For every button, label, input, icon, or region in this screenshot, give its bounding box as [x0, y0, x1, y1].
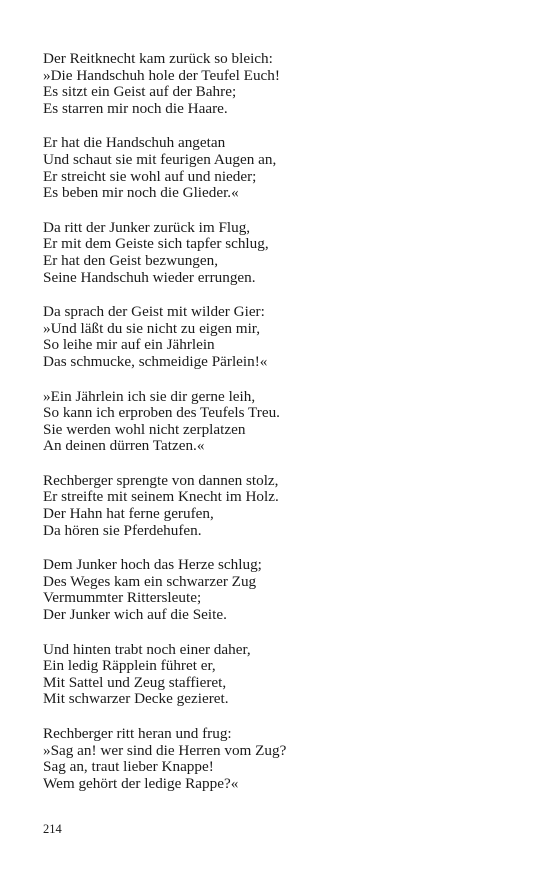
stanza — [43, 642, 523, 708]
verse-line: Rechberger sprengte von dannen stolz, — [43, 471, 279, 489]
verse-line: Es starren mir noch die Haare. — [43, 99, 228, 117]
verse-line: Es beben mir noch die Glieder.« — [43, 184, 239, 202]
verse-line: Und hinten trabt noch einer daher, — [43, 640, 251, 658]
verse-line: »Sag an! wer sind die Herren vom Zug? — [43, 741, 287, 759]
verse-line: Er streicht sie wohl auf und nieder; — [43, 167, 257, 185]
verse-line: Da sprach der Geist mit wilder Gier: — [43, 303, 265, 321]
verse-line: »Die Handschuh hole der Teufel Euch! — [43, 66, 280, 84]
verse-line: Ein ledig Räpplein führet er, — [43, 657, 216, 675]
verse-line: Rechberger ritt heran und frug: — [43, 725, 232, 742]
verse-line: Er mit dem Geiste sich tapfer schlug, — [43, 235, 269, 253]
verse-line: Wem gehört der ledige Rappe?« — [43, 774, 239, 792]
verse-line: Sie werden wohl nicht zerplatzen — [43, 420, 246, 438]
verse-line: Der Reitknecht kam zurück so bleich: — [43, 50, 273, 67]
stanza — [43, 220, 523, 286]
verse-line: Des Weges kam ein schwarzer Zug — [43, 572, 257, 590]
poem-text — [43, 51, 523, 810]
verse-line: An deinen dürren Tatzen.« — [43, 437, 205, 455]
verse-line: Mit schwarzer Decke gezieret. — [43, 690, 229, 708]
stanza — [43, 473, 523, 539]
verse-line: Es sitzt ein Geist auf der Bahre; — [43, 83, 237, 101]
verse-line: So leihe mir auf ein Jährlein — [43, 336, 215, 354]
verse-line: Seine Handschuh wieder errungen. — [43, 268, 256, 286]
verse-line: »Und läßt du sie nicht zu eigen mir, — [43, 319, 261, 337]
verse-line: Und schaut sie mit feurigen Augen an, — [43, 150, 277, 168]
verse-line: Sag an, traut lieber Knappe! — [43, 758, 214, 776]
verse-line: Da ritt der Junker zurück im Flug, — [43, 218, 251, 236]
verse-line: Er hat den Geist bezwungen, — [43, 251, 219, 269]
verse-line: Das schmucke, schmeidige Pärlein!« — [43, 352, 268, 370]
stanza — [43, 726, 523, 792]
stanza — [43, 51, 523, 117]
verse-line: Er streifte mit seinem Knecht im Holz. — [43, 488, 279, 506]
verse-line: So kann ich erproben des Teufels Treu. — [43, 404, 280, 422]
verse-line: Vermummter Rittersleute; — [43, 589, 202, 607]
stanza — [43, 389, 523, 455]
verse-line: »Ein Jährlein ich sie dir gerne leih, — [43, 387, 256, 405]
stanza — [43, 557, 523, 623]
verse-line: Der Junker wich auf die Seite. — [43, 606, 227, 624]
verse-line: Da hören sie Pferdehufen. — [43, 521, 202, 539]
verse-line: Der Hahn hat ferne gerufen, — [43, 505, 214, 523]
stanza — [43, 304, 523, 370]
verse-line: Dem Junker hoch das Herze schlug; — [43, 556, 262, 574]
page-number: 214 — [43, 822, 62, 836]
verse-line: Mit Sattel und Zeug staffieret, — [43, 673, 227, 691]
stanza — [43, 135, 523, 201]
verse-line: Er hat die Handschuh angetan — [43, 134, 226, 152]
